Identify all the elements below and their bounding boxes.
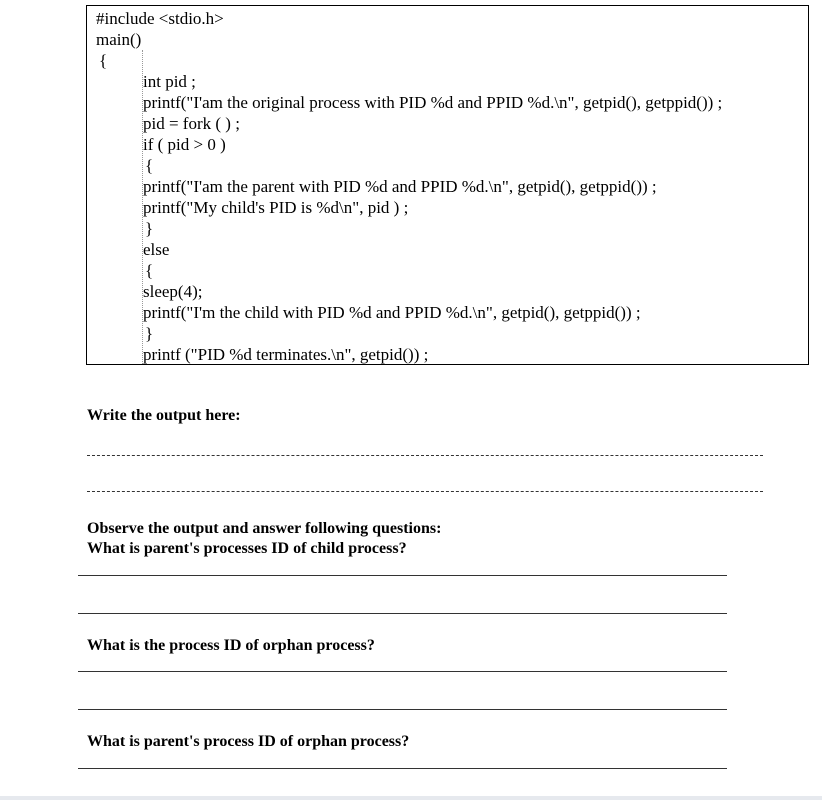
code-line-15: printf("I'm the child with PID %d and PPID %d.\n", getpid(), getppid()) ; (143, 303, 641, 322)
code-line-6: pid = fork ( ) ; (143, 114, 240, 133)
code-block (86, 5, 809, 365)
questions-intro: Observe the output and answer following questions: (87, 520, 442, 537)
output-prompt: Write the output here: (87, 407, 241, 424)
answer-line-3a[interactable] (78, 768, 727, 769)
code-line-16: } (145, 324, 154, 343)
code-line-4: int pid ; (143, 72, 196, 91)
output-line-1[interactable] (87, 455, 763, 456)
code-line-11: } (145, 219, 154, 238)
question-3: What is parent's process ID of orphan process? (87, 733, 410, 750)
viewer-bottom-edge (0, 796, 822, 800)
question-1: What is parent's processes ID of child process? (87, 540, 407, 557)
code-line-13: { (145, 261, 154, 280)
answer-line-1b[interactable] (78, 613, 727, 614)
answer-line-2b[interactable] (78, 709, 727, 710)
code-line-3: { (99, 51, 108, 70)
question-2: What is the process ID of orphan process? (87, 637, 375, 654)
answer-line-1a[interactable] (78, 575, 727, 576)
answer-line-2a[interactable] (78, 671, 727, 672)
code-line-1: #include <stdio.h> (96, 9, 224, 28)
code-line-9: printf("I'am the parent with PID %d and PPID %d.\n", getpid(), getppid()) ; (143, 177, 657, 196)
output-line-2[interactable] (87, 491, 763, 492)
code-line-17: printf ("PID %d terminates.\n", getpid()) ; (143, 345, 429, 364)
code-line-2: main() (96, 30, 142, 49)
code-line-10: printf("My child's PID is %d\n", pid ) ; (143, 198, 409, 217)
code-line-7: if ( pid > 0 ) (143, 135, 226, 154)
code-line-14: sleep(4); (143, 282, 203, 301)
code-line-12: else (143, 240, 170, 259)
code-line-5: printf("I'am the original process with PID %d and PPID %d.\n", getpid(), getppid()) ; (143, 93, 723, 112)
code-line-8: { (145, 156, 154, 175)
